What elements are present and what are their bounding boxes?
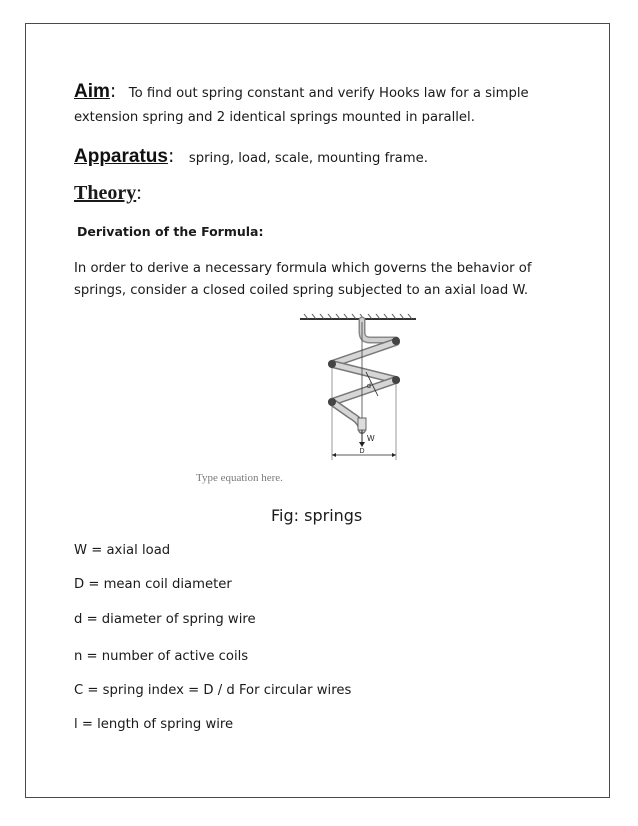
aim-label: Aim	[74, 81, 110, 102]
load-rod	[358, 418, 366, 430]
apparatus-label: Apparatus	[74, 146, 168, 167]
definition-item: C = spring index = D / d For circular wires	[74, 683, 352, 698]
equation-placeholder[interactable]: Type equation here.	[196, 472, 283, 484]
definition-item: l = length of spring wire	[74, 717, 234, 732]
derivation-subheading: Derivation of the Formula:	[77, 224, 264, 239]
top-hook	[362, 320, 396, 340]
theory-paragraph-line2: springs, consider a closed coiled spring subjected to an axial load W.	[74, 283, 529, 298]
definition-item: W = axial load	[74, 543, 171, 558]
theory-paragraph-line1: In order to derive a necessary formula which governs the behavior of	[74, 261, 532, 276]
definition-item: D = mean coil diameter	[74, 577, 232, 592]
wire-label: d	[367, 383, 371, 390]
aim-text-line2: extension spring and 2 identical springs mounted in parallel.	[74, 110, 475, 125]
theory-label: Theory	[74, 182, 137, 204]
spring-coils	[328, 337, 400, 430]
theory-line: Theory:	[74, 182, 142, 204]
definition-item: d = diameter of spring wire	[74, 612, 256, 627]
figure-caption: Fig: springs	[271, 506, 363, 525]
load-label: W	[367, 434, 375, 443]
spring-figure	[296, 312, 420, 464]
apparatus-text: spring, load, scale, mounting frame.	[188, 151, 428, 166]
definition-item: n = number of active coils	[74, 649, 249, 664]
diameter-label: D	[359, 448, 365, 455]
aim-line: Aim: To find out spring constant and verify Hooks law for a simple	[74, 80, 529, 102]
aim-text-line1: To find out spring constant and verify Hooks law for a simple	[128, 86, 529, 101]
apparatus-line: Apparatus: spring, load, scale, mounting frame.	[74, 145, 428, 167]
